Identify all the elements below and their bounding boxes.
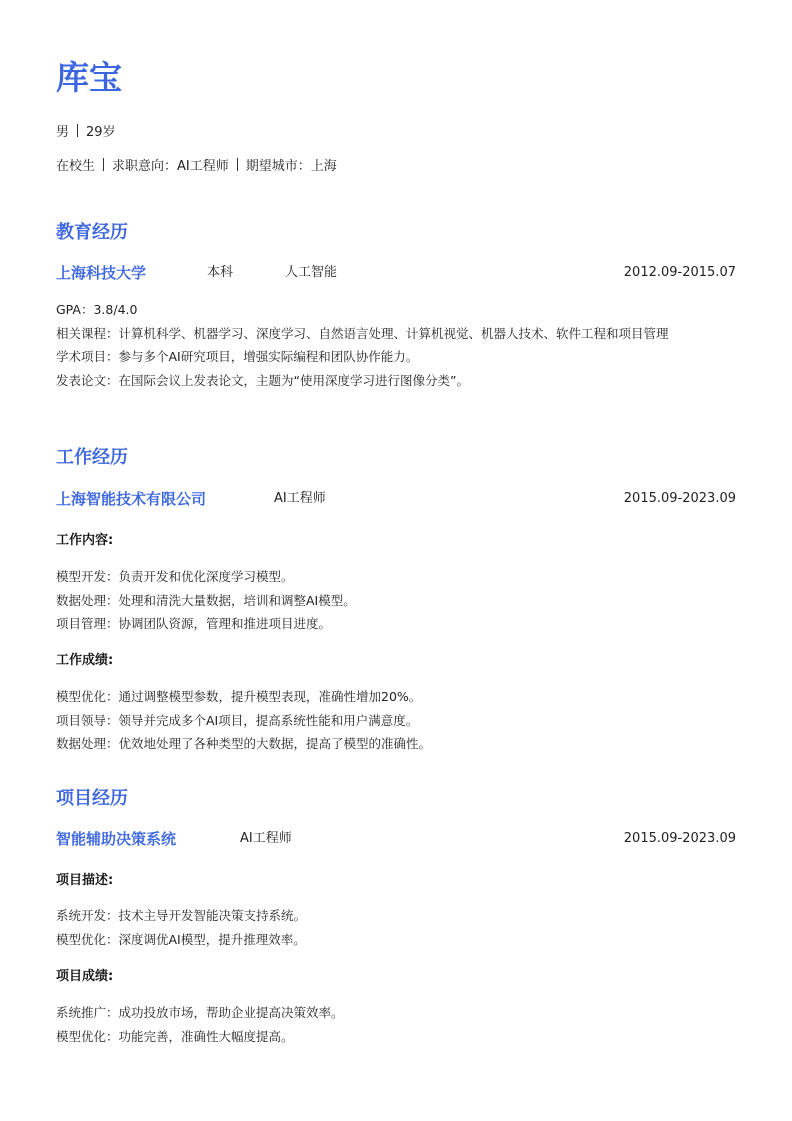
list-item: 系统推广：成功投放市场，帮助企业提高决策效率。 bbox=[56, 1005, 344, 1020]
list-item: 系统开发：技术主导开发智能决策支持系统。 bbox=[56, 908, 307, 923]
project-results-heading: 项目成绩: bbox=[56, 969, 114, 984]
project-name: 智能辅助决策系统 bbox=[56, 830, 177, 848]
major: 人工智能 bbox=[285, 265, 338, 280]
work-results-list bbox=[56, 685, 736, 756]
job-intent: 求职意向：AI工程师 bbox=[112, 159, 229, 174]
candidate-name: 库宝 bbox=[56, 58, 122, 97]
education-details bbox=[56, 298, 736, 392]
list-item: 数据处理：处理和清洗大量数据，培训和调整AI模型。 bbox=[56, 592, 356, 608]
list-item: 数据处理：优效地处理了各种类型的大数据，提高了模型的准确性。 bbox=[56, 736, 432, 751]
list-item: 项目领导：领导并完成多个AI项目，提高系统性能和用户满意度。 bbox=[56, 712, 419, 728]
separator bbox=[237, 158, 238, 171]
work-results-heading: 工作成绩: bbox=[56, 653, 114, 668]
project-role: AI工程师 bbox=[240, 831, 292, 846]
school-name: 上海科技大学 bbox=[56, 264, 147, 282]
separator bbox=[77, 124, 78, 137]
list-item: 模型优化：深度调优AI模型，提升推理效率。 bbox=[56, 931, 306, 947]
project-desc-list bbox=[56, 904, 736, 951]
work-role: AI工程师 bbox=[274, 491, 326, 506]
work-section-title: 工作经历 bbox=[56, 447, 128, 468]
project-entry-header bbox=[56, 827, 736, 851]
list-item: 项目管理：协调团队资源，管理和推进项目进度。 bbox=[56, 616, 332, 631]
academic-project-line: 学术项目：参与多个AI研究项目，增强实际编程和团队协作能力。 bbox=[56, 349, 419, 364]
work-content-list bbox=[56, 565, 736, 636]
work-date: 2015.09-2023.09 bbox=[623, 491, 736, 506]
education-date: 2012.09-2015.07 bbox=[623, 265, 736, 280]
publication-line: 发表论文：在国际会议上发表论文，主题为“使用深度学习进行图像分类”。 bbox=[56, 372, 469, 388]
project-section-title: 项目经历 bbox=[56, 788, 128, 809]
job-intent-row bbox=[56, 156, 337, 178]
degree: 本科 bbox=[207, 265, 234, 280]
education-entry-header bbox=[56, 261, 736, 285]
project-date: 2015.09-2023.09 bbox=[623, 831, 736, 846]
basic-info-row bbox=[56, 122, 116, 144]
courses-line: 相关课程：计算机科学、机器学习、深度学习、自然语言处理、计算机视觉、机器人技术、软件工程和项目管理 bbox=[56, 325, 669, 341]
list-item: 模型优化：通过调整模型参数，提升模型表现，准确性增加20%。 bbox=[56, 689, 422, 704]
separator bbox=[103, 158, 104, 171]
project-desc-heading: 项目描述: bbox=[56, 873, 114, 888]
project-results-list bbox=[56, 1001, 736, 1048]
expected-city: 期望城市：上海 bbox=[245, 159, 337, 174]
age: 29岁 bbox=[86, 125, 116, 140]
work-entry-header bbox=[56, 487, 736, 511]
education-section-title: 教育经历 bbox=[56, 222, 128, 243]
company-name: 上海智能技术有限公司 bbox=[56, 490, 207, 508]
list-item: 模型开发：负责开发和优化深度学习模型。 bbox=[56, 569, 294, 584]
gender: 男 bbox=[56, 125, 70, 140]
work-content-heading: 工作内容: bbox=[56, 533, 114, 548]
gpa-line: GPA：3.8/4.0 bbox=[56, 302, 138, 317]
student-status: 在校生 bbox=[56, 159, 96, 174]
list-item: 模型优化：功能完善，准确性大幅度提高。 bbox=[56, 1028, 294, 1044]
